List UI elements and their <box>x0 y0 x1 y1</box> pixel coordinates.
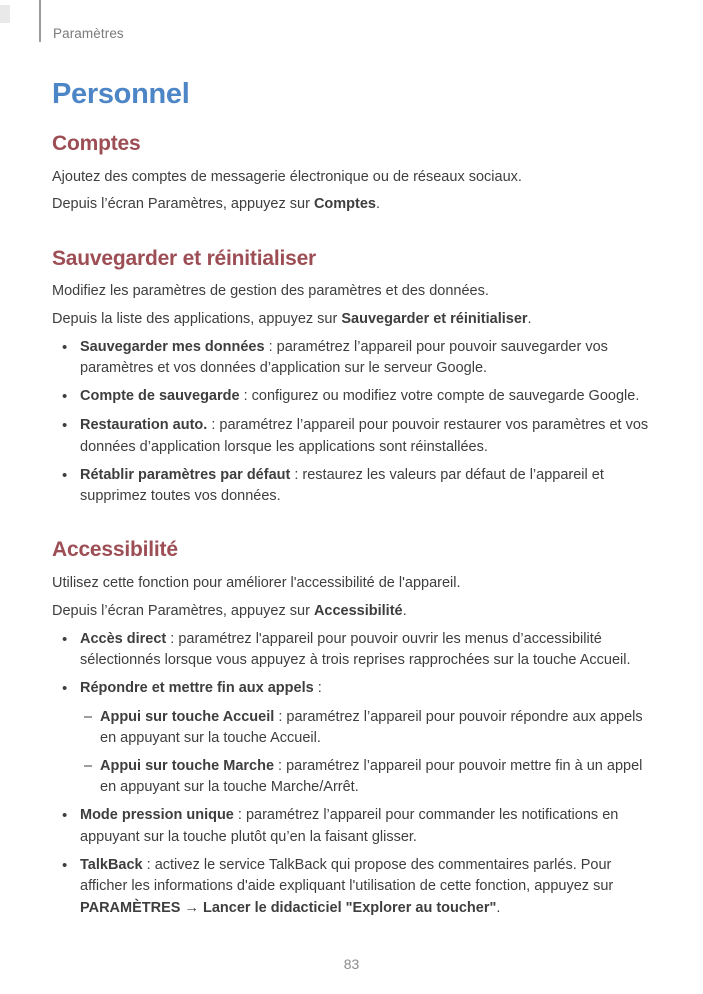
bullet-item <box>52 415 652 458</box>
text-content <box>80 855 652 919</box>
text-segment: Depuis l’écran Paramètres, appuyez sur <box>52 196 314 213</box>
dash-marker: – <box>84 758 93 775</box>
text-segment: : activez le service TalkBack qui propose des commentaires parlés. Pour afficher les informations d'aide expliquant l'utilisation de cette fonction, appuyez sur <box>80 856 614 895</box>
page-number: 83 <box>343 956 360 972</box>
scan-edge-artifact <box>0 5 10 23</box>
section <box>52 131 652 216</box>
text-content <box>80 415 652 458</box>
text-content <box>52 575 461 591</box>
section <box>52 537 652 919</box>
bullet-item <box>52 465 652 508</box>
text-segment: : paramétrez l’appareil pour pouvoir sauvegarder vos paramètres et vos données d’application sur le serveur Google. <box>80 339 608 377</box>
text-segment: : configurez ou modifiez votre compte de sauvegarde Google. <box>239 388 640 405</box>
text-segment: : <box>313 679 322 696</box>
paragraph <box>52 281 652 302</box>
text-segment: . <box>527 311 532 328</box>
text-content <box>80 337 652 380</box>
text-segment: Compte de sauvegarde <box>80 388 240 405</box>
bullet-item <box>52 337 652 380</box>
text-content <box>80 678 652 700</box>
text-content <box>52 603 407 619</box>
text-segment: : paramétrez l’appareil pour pouvoir mettre fin à un appel en appuyant sur la touche Marche/Arrêt. <box>100 758 643 796</box>
text-segment: Mode pression unique <box>80 807 234 824</box>
text-segment: : paramétrez l’appareil pour pouvoir répondre aux appels en appuyant sur la touche Accueil. <box>100 708 643 747</box>
text-segment: : paramétrez l’appareil pour pouvoir restaurer vos paramètres et vos données d’application lorsque les applications sont réinstallées. <box>80 417 649 455</box>
text-content <box>80 629 652 672</box>
bullet-marker: • <box>62 856 68 874</box>
dash-marker: – <box>84 708 93 725</box>
page-title: Personnel <box>52 78 190 110</box>
text-segment: Comptes <box>313 196 376 213</box>
text-segment: : paramétrez l’appareil pour commander les notifications en appuyant sur la touche plutôt qu’en la faisant glisser. <box>80 807 619 845</box>
text-segment: Répondre et mettre fin aux appels <box>80 679 314 696</box>
text-segment: Appui sur touche Accueil <box>100 708 275 725</box>
text-segment: Accès direct <box>80 630 167 647</box>
bullet-marker: • <box>62 466 68 484</box>
paragraph <box>52 573 652 594</box>
breadcrumb: Paramètres <box>53 26 124 41</box>
paragraph <box>52 309 652 330</box>
bullet-item <box>52 855 652 919</box>
text-segment: Depuis la liste des applications, appuyez sur <box>52 311 342 328</box>
bullet-item <box>52 678 652 700</box>
text-content <box>52 283 489 299</box>
text-segment: TalkBack <box>80 856 143 873</box>
bullet-marker: • <box>62 417 68 435</box>
text-segment: Sauvegarder mes données <box>80 339 265 356</box>
bullet-marker: • <box>62 679 68 697</box>
text-segment: Depuis l’écran Paramètres, appuyez sur <box>52 602 314 619</box>
bullet-item <box>52 805 652 848</box>
text-segment: Ajoutez des comptes de messagerie électronique ou de réseaux sociaux. <box>52 168 522 185</box>
bullet-item <box>52 629 652 672</box>
paragraph <box>52 601 652 622</box>
text-segment: Appui sur touche Marche <box>100 758 275 775</box>
text-content <box>80 805 652 848</box>
text-content <box>52 196 380 212</box>
bullet-item <box>52 386 652 408</box>
text-segment: . <box>496 899 501 916</box>
content-area <box>52 78 652 926</box>
bullet-marker: • <box>62 339 68 357</box>
sub-bullet-item <box>52 756 652 799</box>
header-divider <box>39 0 41 42</box>
bullet-marker: • <box>62 388 68 406</box>
text-segment: Modifiez les paramètres de gestion des paramètres et des données. <box>52 283 489 300</box>
section-heading: Comptes <box>52 132 141 156</box>
text-segment: . <box>375 196 381 213</box>
text-content <box>80 465 652 508</box>
text-content <box>52 169 522 185</box>
section-heading: Accessibilité <box>52 538 178 562</box>
sections-container <box>52 131 652 919</box>
text-segment: Utilisez cette fonction pour améliorer l'accessibilité de l'appareil. <box>52 574 461 591</box>
paragraph <box>52 194 652 215</box>
text-segment: Rétablir paramètres par défaut <box>80 466 291 483</box>
text-segment: Accessibilité <box>313 602 403 619</box>
section <box>52 246 652 508</box>
text-segment: . <box>402 602 407 619</box>
text-segment: → <box>180 899 203 916</box>
text-segment: : paramétrez l'appareil pour pouvoir ouvrir les menus d’accessibilité sélectionnés lorsque vous appuyez à trois reprises rapprochées sur la touche Accueil. <box>80 630 631 668</box>
text-segment: Sauvegarder et réinitialiser <box>341 311 528 328</box>
text-content <box>80 386 652 408</box>
text-content <box>52 311 532 327</box>
section-heading: Sauvegarder et réinitialiser <box>52 246 317 270</box>
text-segment: Lancer le didacticiel "Explorer au toucher" <box>203 899 497 916</box>
sub-bullet-item <box>52 707 652 750</box>
paragraph <box>52 167 652 188</box>
text-content <box>100 707 652 750</box>
bullet-marker: • <box>62 630 68 648</box>
text-segment: PARAMÈTRES <box>80 899 181 916</box>
text-segment: : restaurez les valeurs par défaut de l’appareil et supprimez toutes vos données. <box>80 466 604 504</box>
text-content <box>100 756 652 799</box>
text-segment: Restauration auto. <box>80 417 208 434</box>
bullet-marker: • <box>62 807 68 825</box>
